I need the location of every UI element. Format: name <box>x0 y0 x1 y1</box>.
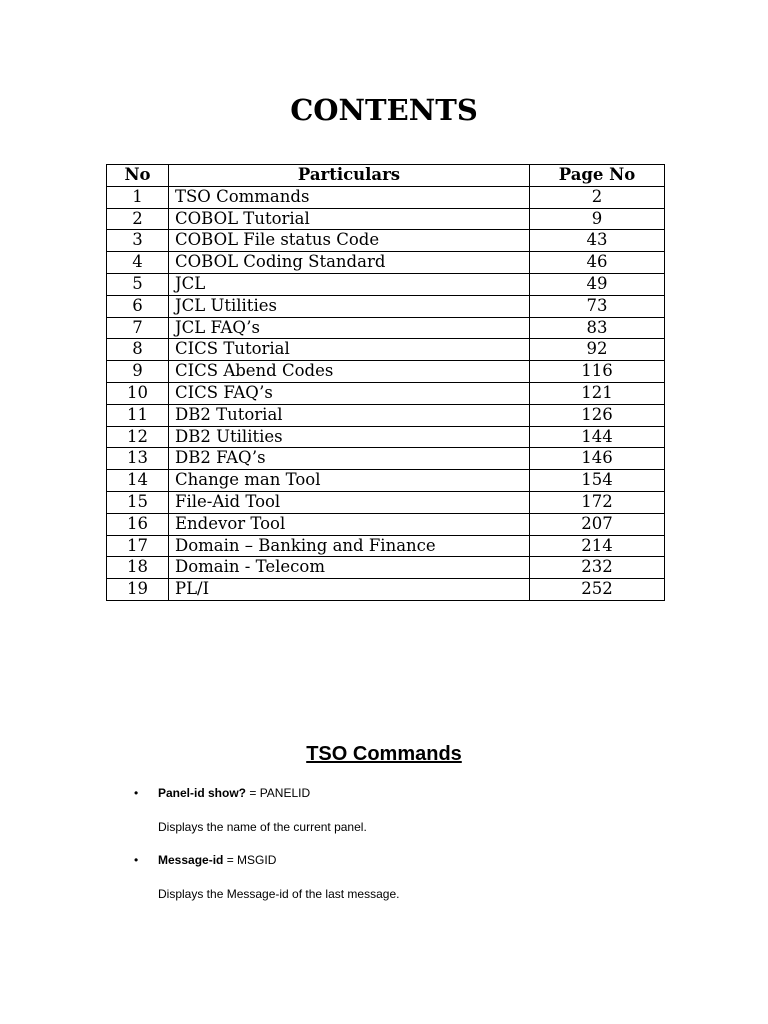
cell-particulars: CICS FAQ’s <box>169 382 530 404</box>
cell-particulars: DB2 Utilities <box>169 426 530 448</box>
command-description: Displays the name of the current panel. <box>158 820 367 834</box>
cell-particulars: JCL Utilities <box>169 295 530 317</box>
cell-particulars: JCL FAQ’s <box>169 317 530 339</box>
cell-particulars: JCL <box>169 273 530 295</box>
table-row <box>107 491 665 513</box>
column-header-page-no: Page No <box>530 165 665 187</box>
table-row <box>107 382 665 404</box>
cell-page-no: 49 <box>530 273 665 295</box>
table-row <box>107 535 665 557</box>
cell-page-no: 121 <box>530 382 665 404</box>
cell-no: 15 <box>107 491 169 513</box>
cell-page-no: 9 <box>530 208 665 230</box>
table-row <box>107 513 665 535</box>
table-header-row <box>107 165 665 187</box>
cell-page-no: 83 <box>530 317 665 339</box>
cell-page-no: 116 <box>530 361 665 383</box>
column-header-particulars: Particulars <box>169 165 530 187</box>
table-row <box>107 208 665 230</box>
cell-no: 9 <box>107 361 169 383</box>
cell-no: 10 <box>107 382 169 404</box>
table-row <box>107 230 665 252</box>
table-row <box>107 273 665 295</box>
cell-page-no: 144 <box>530 426 665 448</box>
cell-no: 17 <box>107 535 169 557</box>
cell-page-no: 43 <box>530 230 665 252</box>
cell-particulars: Domain - Telecom <box>169 557 530 579</box>
cell-particulars: COBOL Tutorial <box>169 208 530 230</box>
cell-particulars: TSO Commands <box>169 186 530 208</box>
contents-table-body <box>107 186 665 600</box>
column-header-no: No <box>107 165 169 187</box>
bullet-icon: • <box>134 853 139 867</box>
command-value: = PANELID <box>246 786 311 800</box>
cell-page-no: 252 <box>530 579 665 601</box>
cell-no: 8 <box>107 339 169 361</box>
cell-particulars: PL/I <box>169 579 530 601</box>
command-description: Displays the Message-id of the last message. <box>158 887 400 901</box>
list-item <box>134 786 310 800</box>
table-row <box>107 252 665 274</box>
table-row <box>107 426 665 448</box>
table-row <box>107 470 665 492</box>
cell-page-no: 232 <box>530 557 665 579</box>
list-item <box>134 853 276 867</box>
cell-no: 6 <box>107 295 169 317</box>
table-row <box>107 317 665 339</box>
cell-page-no: 146 <box>530 448 665 470</box>
cell-particulars: CICS Abend Codes <box>169 361 530 383</box>
table-row <box>107 579 665 601</box>
cell-no: 12 <box>107 426 169 448</box>
cell-no: 13 <box>107 448 169 470</box>
cell-particulars: Domain – Banking and Finance <box>169 535 530 557</box>
command-name: Message-id <box>158 853 224 867</box>
table-row <box>107 404 665 426</box>
cell-no: 1 <box>107 186 169 208</box>
cell-particulars: DB2 Tutorial <box>169 404 530 426</box>
cell-page-no: 214 <box>530 535 665 557</box>
cell-no: 18 <box>107 557 169 579</box>
cell-no: 11 <box>107 404 169 426</box>
cell-page-no: 92 <box>530 339 665 361</box>
bullet-icon: • <box>134 786 139 800</box>
table-row <box>107 557 665 579</box>
table-row <box>107 361 665 383</box>
cell-page-no: 46 <box>530 252 665 274</box>
cell-particulars: Endevor Tool <box>169 513 530 535</box>
cell-no: 19 <box>107 579 169 601</box>
cell-particulars: Change man Tool <box>169 470 530 492</box>
cell-no: 4 <box>107 252 169 274</box>
command-value: = MSGID <box>223 853 277 867</box>
cell-particulars: DB2 FAQ’s <box>169 448 530 470</box>
cell-particulars: COBOL File status Code <box>169 230 530 252</box>
contents-table <box>106 164 665 601</box>
cell-page-no: 73 <box>530 295 665 317</box>
cell-no: 5 <box>107 273 169 295</box>
cell-page-no: 126 <box>530 404 665 426</box>
cell-no: 3 <box>107 230 169 252</box>
cell-no: 2 <box>107 208 169 230</box>
contents-title: CONTENTS <box>290 93 478 127</box>
cell-no: 16 <box>107 513 169 535</box>
cell-page-no: 154 <box>530 470 665 492</box>
cell-particulars: CICS Tutorial <box>169 339 530 361</box>
tso-commands-heading: TSO Commands <box>306 743 462 765</box>
cell-page-no: 172 <box>530 491 665 513</box>
cell-no: 14 <box>107 470 169 492</box>
cell-particulars: COBOL Coding Standard <box>169 252 530 274</box>
cell-page-no: 2 <box>530 186 665 208</box>
table-row <box>107 339 665 361</box>
table-row <box>107 295 665 317</box>
cell-page-no: 207 <box>530 513 665 535</box>
cell-particulars: File-Aid Tool <box>169 491 530 513</box>
table-row <box>107 186 665 208</box>
table-row <box>107 448 665 470</box>
command-name: Panel-id show? <box>158 786 247 800</box>
cell-no: 7 <box>107 317 169 339</box>
